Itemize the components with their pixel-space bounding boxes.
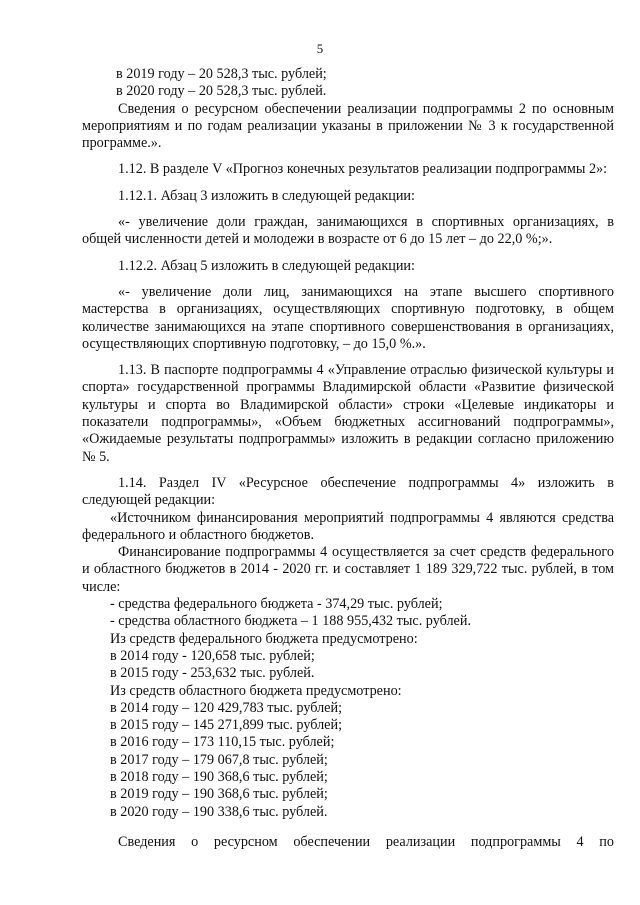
paragraph: Сведения о ресурсном обеспечении реализации подпрограммы 2 по основным мероприятиям и по годам реализации указаны в приложении № 3 к государственной программе.». <box>82 100 614 152</box>
paragraph: 1.12.2. Абзац 5 изложить в следующей редакции: <box>118 257 415 274</box>
section-heading: 1.12. В разделе V «Прогноз конечных результатов реализации подпрограммы 2»: <box>118 161 608 178</box>
quoted-paragraph: «Источником финансирования мероприятий подпрограммы 4 являются средства федерального и областного бюджетов. <box>82 509 614 543</box>
list-item: в 2019 году – 190 368,6 тыс. рублей; <box>110 786 328 803</box>
list-item: в 2017 году – 179 067,8 тыс. рублей; <box>110 751 328 768</box>
list-item: - средства областного бюджета – 1 188 955,432 тыс. рублей. <box>110 613 471 630</box>
list-item: в 2018 году – 190 368,6 тыс. рублей; <box>110 768 328 785</box>
list-item: в 2020 году – 190 338,6 тыс. рублей. <box>110 803 328 820</box>
page-number: 5 <box>316 41 324 56</box>
list-item: - средства федерального бюджета - 374,29 тыс. рублей; <box>110 596 443 613</box>
quoted-paragraph: «- увеличение доли граждан, занимающихся в спортивных организациях, в общей численности детей и молодежи в возрасте от 6 до 15 лет – до 22,0 %;». <box>82 214 614 248</box>
list-item: в 2014 году - 120,658 тыс. рублей; <box>110 647 315 664</box>
list-item: в 2016 году – 173 110,15 тыс. рублей; <box>110 734 335 751</box>
paragraph: в 2019 году – 20 528,3 тыс. рублей; <box>116 66 327 82</box>
paragraph: Сведения о ресурсном обеспечении реализации подпрограммы 4 по <box>118 833 614 850</box>
paragraph: Из средств федерального бюджета предусмотрено: <box>110 630 418 647</box>
section-paragraph: 1.14. Раздел IV «Ресурсное обеспечение подпрограммы 4» изложить в следующей редакции: <box>82 474 614 509</box>
paragraph: Финансирование подпрограммы 4 осуществляется за счет средств федерального и областного бюджетов в 2014 - 2020 гг. и составляет 1 189 329,722 тыс. рублей, в том числе: <box>82 544 614 595</box>
document-body <box>82 66 614 851</box>
paragraph: Из средств областного бюджета предусмотрено: <box>110 682 402 699</box>
quoted-paragraph: «- увеличение доли лиц, занимающихся на этапе высшего спортивного мастерства в организациях, осуществляющих спортивную подготовку, в общем количестве занимающихся на этапе спортивного совершенствования в организациях, осуществляющих спортивную подготовку, – до 15,0 %.». <box>82 283 614 352</box>
list-item: в 2015 году – 145 271,899 тыс. рублей; <box>110 717 343 734</box>
paragraph: 1.12.1. Абзац 3 изложить в следующей редакции: <box>118 187 415 204</box>
section-paragraph: 1.13. В паспорте подпрограммы 4 «Управление отраслью физической культуры и спорта» государственной программы Владимирской области «Развитие физической культуры и спорта во Владимирской области» строки «Целевые индикаторы и показатели подпрограммы», «Объем бюджетных ассигнований подпрограммы», «Ожидаемые результаты подпрограммы» изложить в редакции согласно приложению № 5. <box>82 362 614 465</box>
paragraph: в 2020 году – 20 528,3 тыс. рублей. <box>116 83 327 100</box>
list-item: в 2015 году - 253,632 тыс. рублей. <box>110 665 315 682</box>
list-item: в 2014 году – 120 429,783 тыс. рублей; <box>110 699 343 716</box>
